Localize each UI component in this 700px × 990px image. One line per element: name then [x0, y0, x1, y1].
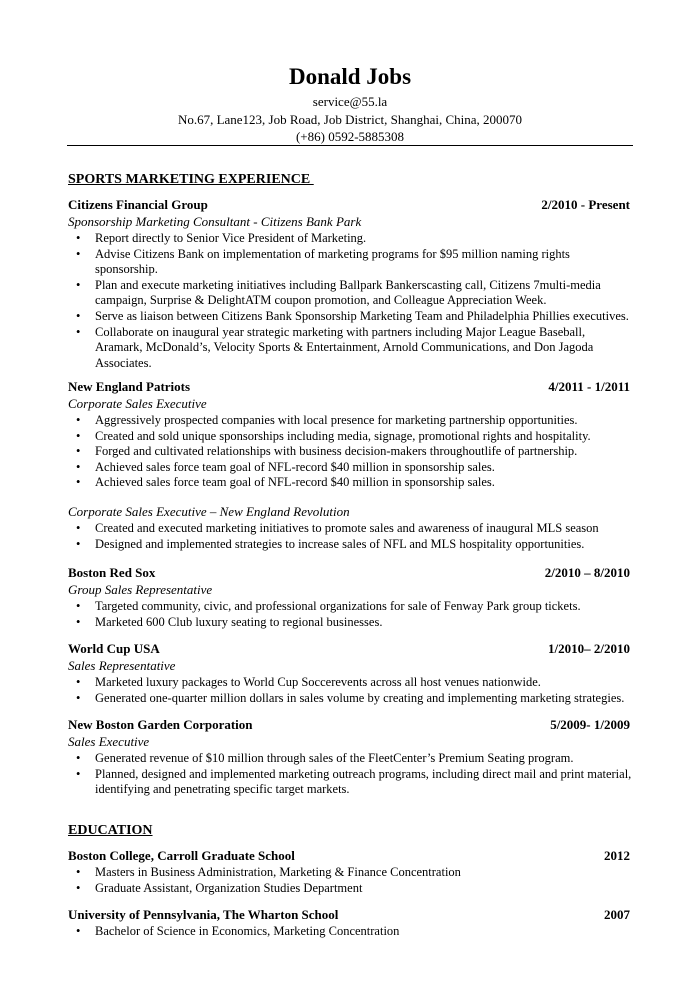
entry-date: 5/2009- 1/2009	[550, 717, 630, 732]
bullet-text: Forged and cultivated relationships with business decision-makers throughoutlife of partnership.	[95, 444, 578, 459]
bullet-item	[68, 278, 634, 309]
bullet-item	[68, 767, 634, 798]
entry-role: Corporate Sales Executive – New England Revolution	[68, 504, 350, 519]
bullet-icon: •	[76, 865, 81, 879]
bullet-icon: •	[76, 324, 81, 339]
bullet-list	[68, 865, 634, 896]
bullet-icon: •	[76, 599, 81, 613]
bullet-item	[68, 615, 634, 631]
bullet-icon: •	[76, 459, 81, 474]
entry-role: Group Sales Representative	[68, 582, 213, 597]
bullet-text: Designed and implemented strategies to increase sales of NFL and MLS hospitality opportunities.	[95, 536, 585, 551]
entry-role: Sales Executive	[68, 734, 150, 749]
bullet-text: Generated revenue of $10 million through sales of the FleetCenter’s Premium Seating program.	[95, 751, 574, 765]
bullet-text: Created and executed marketing initiatives to promote sales and awareness of inaugural MLS season	[95, 521, 599, 535]
bullet-icon: •	[76, 751, 81, 765]
education-section-title: EDUCATION	[68, 823, 153, 838]
bullet-list	[68, 521, 634, 552]
entry-company: World Cup USA	[68, 641, 160, 656]
bullet-item	[68, 751, 634, 767]
entry-company: Citizens Financial Group	[68, 197, 208, 212]
bullet-text: Generated one-quarter million dollars in sales volume by creating and implementing marketing strategies.	[95, 690, 625, 705]
bullet-list	[68, 413, 634, 491]
entry-role: Sales Representative	[68, 658, 176, 673]
bullet-icon: •	[76, 277, 81, 292]
bullet-text: Planned, designed and implemented marketing outreach programs, including direct mail and print material, identifying and penetrating specific target markets.	[95, 766, 632, 797]
bullet-text: Bachelor of Science in Economics, Marketing Concentration	[95, 924, 400, 938]
bullet-item	[68, 231, 634, 247]
bullet-item	[68, 675, 634, 691]
bullet-list	[68, 675, 634, 706]
bullet-icon: •	[76, 924, 81, 938]
bullet-text: Report directly to Senior Vice President of Marketing.	[95, 231, 367, 245]
bullet-icon: •	[76, 308, 81, 323]
bullet-text: Graduate Assistant, Organization Studies Department	[95, 880, 363, 895]
entry-company: New England Patriots	[68, 379, 191, 394]
phone: (+86) 0592-5885308	[295, 129, 405, 144]
education-school: Boston College, Carroll Graduate School	[68, 848, 295, 863]
entry-date: 2/2010 – 8/2010	[544, 565, 630, 580]
bullet-item	[68, 247, 634, 278]
entry-role: Sponsorship Marketing Consultant - Citizens Bank Park	[68, 214, 362, 229]
bullet-icon: •	[76, 444, 81, 459]
bullet-icon: •	[76, 246, 81, 261]
entry-date: 4/2011 - 1/2011	[548, 379, 630, 394]
bullet-icon: •	[76, 536, 81, 551]
bullet-text: Achieved sales force team goal of NFL-record $40 million in sponsorship sales.	[95, 459, 495, 474]
bullet-icon: •	[76, 475, 81, 490]
bullet-text: Targeted community, civic, and professional organizations for sale of Fenway Park group tickets.	[95, 599, 581, 613]
bullet-text: Achieved sales force team goal of NFL-record $40 million in sponsorship sales.	[95, 475, 495, 490]
email: service@55.la	[312, 94, 388, 109]
bullet-icon: •	[76, 614, 81, 629]
entry-date: 1/2010– 2/2010	[548, 641, 630, 656]
bullet-text: Plan and execute marketing initiatives including Ballpark Bankerscasting call, Citizens 7multi-media campaign, Surprise & DelightATM coupon promotion, and Colleague Appreciation Week.	[95, 277, 601, 308]
bullet-list	[68, 924, 634, 940]
bullet-icon: •	[76, 231, 81, 245]
bullet-item	[68, 444, 634, 460]
bullet-item	[68, 460, 634, 476]
bullet-text: Collaborate on inaugural year strategic marketing with partners including Major League Baseball, Aramark, McDonald’s, Velocity Sports & Entertainment, Arnold Communications, and Don Jagoda Associates.	[95, 324, 594, 370]
bullet-list	[68, 231, 634, 371]
entry-company: New Boston Garden Corporation	[68, 717, 253, 732]
bullet-text: Aggressively prospected companies with local presence for marketing partnership opportunities.	[95, 413, 578, 427]
bullet-item	[68, 865, 634, 881]
header-divider	[67, 145, 633, 146]
bullet-text: Serve as liaison between Citizens Bank Sponsorship Marketing Team and Philadelphia Phillies executives.	[95, 308, 629, 323]
bullet-icon: •	[76, 413, 81, 427]
bullet-text: Marketed luxury packages to World Cup Soccerevents across all host venues nationwide.	[95, 675, 541, 689]
bullet-text: Created and sold unique sponsorships including media, signage, promotional rights and hospitality.	[95, 428, 591, 443]
address: No.67, Lane123, Job Road, Job District, Shanghai, China, 200070	[177, 112, 523, 127]
education-school: University of Pennsylvania, The Wharton School	[68, 907, 339, 922]
bullet-item	[68, 325, 634, 372]
bullet-text: Masters in Business Administration, Marketing & Finance Concentration	[95, 865, 461, 879]
bullet-item	[68, 924, 634, 940]
candidate-name: Donald Jobs	[288, 64, 412, 89]
bullet-item	[68, 537, 634, 553]
bullet-item	[68, 521, 634, 537]
entry-role: Corporate Sales Executive	[68, 396, 207, 411]
entry-date: 2/2010 - Present	[541, 197, 630, 212]
entry-company: Boston Red Sox	[68, 565, 156, 580]
bullet-icon: •	[76, 428, 81, 443]
bullet-icon: •	[76, 880, 81, 895]
bullet-item	[68, 309, 634, 325]
bullet-list	[68, 751, 634, 798]
bullet-icon: •	[76, 690, 81, 705]
bullet-item	[68, 599, 634, 615]
bullet-text: Advise Citizens Bank on implementation of marketing programs for $95 million naming rights sponsorship.	[95, 246, 570, 277]
education-year: 2007	[604, 907, 630, 922]
education-year: 2012	[604, 848, 630, 863]
bullet-icon: •	[76, 521, 81, 535]
bullet-item	[68, 413, 634, 429]
bullet-icon: •	[76, 675, 81, 689]
bullet-item	[68, 429, 634, 445]
bullet-item	[68, 691, 634, 707]
experience-section-title: SPORTS MARKETING EXPERIENCE	[68, 172, 314, 187]
bullet-list	[68, 599, 634, 630]
bullet-icon: •	[76, 766, 81, 781]
bullet-item	[68, 881, 634, 897]
bullet-item	[68, 475, 634, 491]
bullet-text: Marketed 600 Club luxury seating to regional businesses.	[95, 614, 383, 629]
